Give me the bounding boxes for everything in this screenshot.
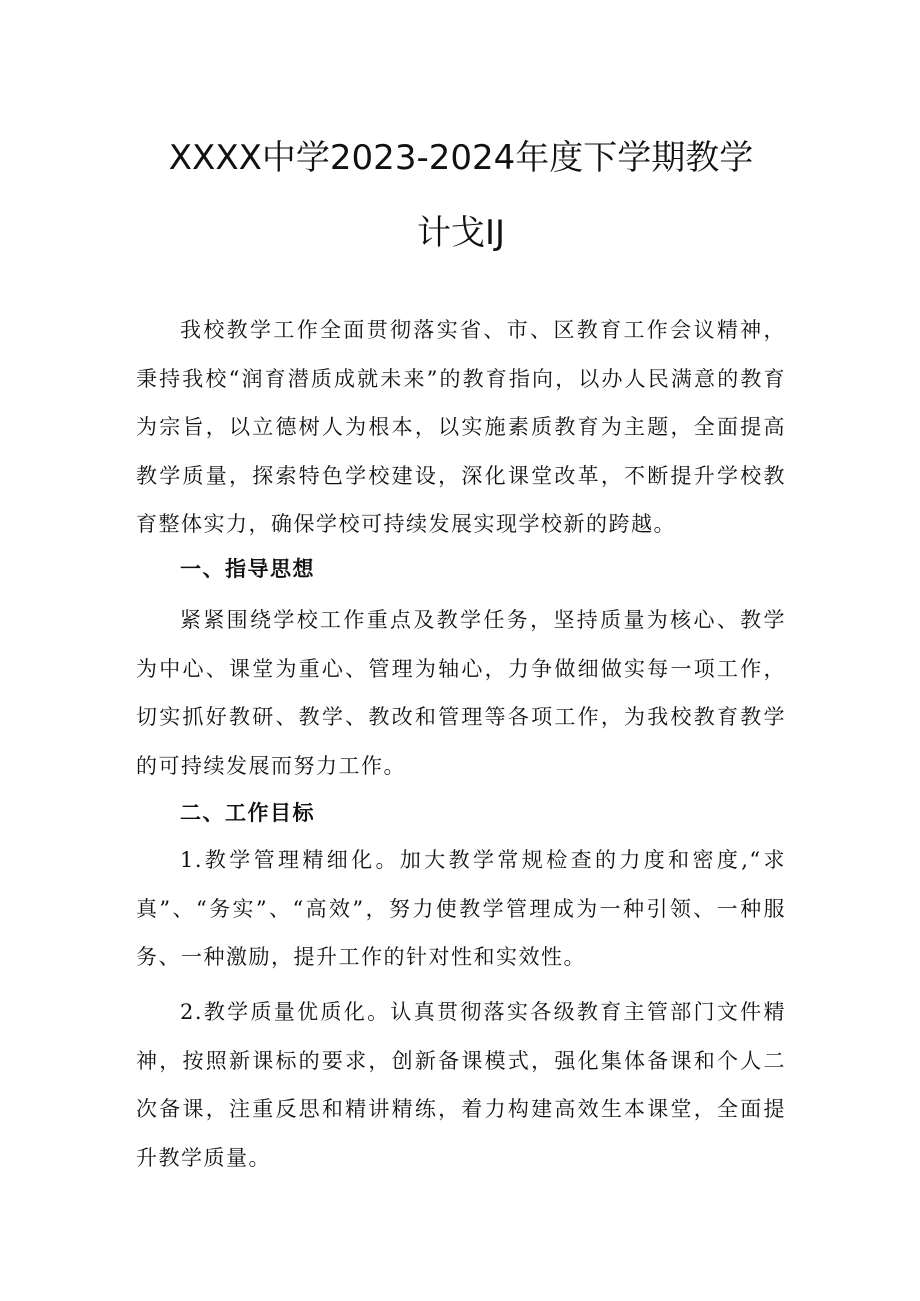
section-heading-work-goals: 二、工作目标 — [180, 800, 315, 825]
guiding-ideology-paragraph: 紧紧围绕学校工作重点及教学任务，坚持质量为核心、教学为中心、课堂为重心、管理为轴心，力争做细做实每一项工作，切实抓好教研、教学、教改和管理等各项工作，为我校教育教学的可持续发展而努力工作。 — [136, 608, 786, 778]
work-goal-paragraph-2: 2.教学质量优质化。认真贯彻落实各级教育主管部门文件精神，按照新课标的要求，创新备课模式，强化集体备课和个人二次备课，注重反思和精讲精练，着力构建高效生本课堂，全面提升教学质量。 — [136, 1000, 786, 1170]
document-title-line1: XXXX中学2023-2024年度下学期教学 — [168, 138, 754, 178]
work-goal-paragraph-1: 1.教学管理精细化。加大教学常规检查的力度和密度,“求真”、“务实”、“高效”，努力使教学管理成为一种引领、一种服务、一种激励，提升工作的针对性和实效性。 — [136, 848, 786, 969]
intro-paragraph: 我校教学工作全面贯彻落实省、市、区教育工作会议精神，秉持我校“润育潜质成就未来”的教育指向，以办人民满意的教育为宗旨，以立德树人为根本，以实施素质教育为主题，全面提高教学质量，探索特色学校建设，深化课堂改革，不断提升学校教育整体实力，确保学校可持续发展实现学校新的跨越。 — [136, 318, 786, 536]
document-title-line2: 计戈IJ — [416, 213, 506, 253]
section-heading-guiding-ideology: 一、指导思想 — [180, 557, 315, 581]
